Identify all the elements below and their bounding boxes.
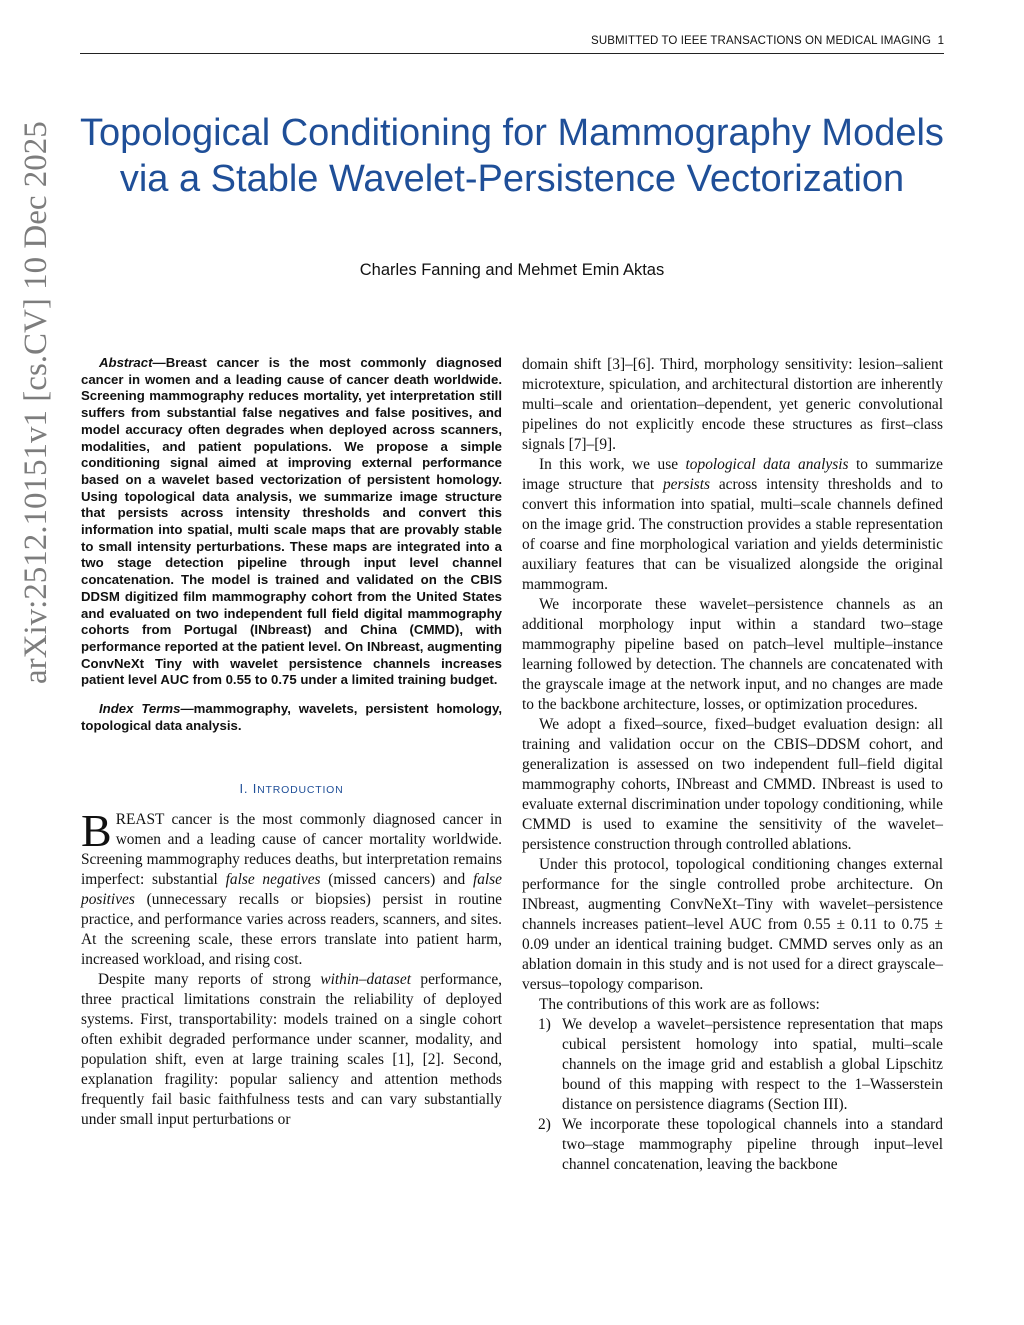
intro-p2-text-a: Despite many reports of strong [98,971,321,989]
list-item-number: 2) [538,1116,551,1133]
left-column [81,355,502,1130]
intro-p1-text-a: REAST cancer is the most commonly diagnosed cancer in women and a leading cause of cancer mortality worldwide. Screening mammography reduces deaths, but interpretation remains imperfect: substantial [81,811,502,889]
intro-paragraph-3 [522,455,943,595]
page-number: 1 [937,35,944,47]
intro-p3-text-a: In this work, we use [539,456,686,473]
intro-paragraph-2 [81,970,502,1130]
drop-cap: B [81,805,112,857]
arxiv-stamp: arXiv:2512.10151v1 [cs.CV] 10 Dec 2025 [18,121,54,684]
abstract-text: Breast cancer is the most commonly diagnosed cancer in women and a leading cause of cancer death worldwide. Screening mammography reduces mortality, yet interpretation still suffers from substantial false negatives and false positives, and model accuracy often degrades when deployed across scanners, modalities, and patient populations. We propose a simple conditioning signal aimed at improving external performance based on a wavelet based vectorization of persistent homology. Using topological data analysis, we summarize image structure that persists across intensity thresholds and convert this information into spatial, multi scale maps that are provably stable to small intensity perturbations. These maps are integrated into a two stage detection pipeline through input level channel concatenation. The model is trained and validated on the CBIS DDSM digitized film mammography cohort from the United States and evaluated on two independent full field digital mammography cohorts from Portugal (INbreast) and China (CMMD), with performance reported at the patient level. On INbreast, augmenting ConvNeXt Tiny with wavelet persistence channels increases patient level AUC from 0.55 to 0.75 under a limited training budget. [81,355,502,688]
intro-p3-emphasis-2: persists [662,476,711,493]
contributions-list [522,1015,943,1175]
intro-p3-text-b: to summarize image structure that [522,456,943,493]
list-item [522,1015,943,1115]
intro-paragraph-7: The contributions of this work are as follows: [539,996,820,1013]
intro-paragraph-1 [81,805,503,970]
paper-title: Topological Conditioning for Mammography Models via a Stable Wavelet-Persistence Vectorization [80,112,944,200]
index-terms-label: Index Terms— [99,701,194,717]
intro-p2-emphasis: within–dataset [320,971,411,989]
intro-p1-text-b: (missed cancers) and [320,871,473,889]
abstract-label: Abstract— [99,355,166,370]
list-item-text: We develop a wavelet–persistence representation that maps cubical persistent homology into spatial, multi–scale channels on the image grid and establish a global Lipschitz bound of this mapping with respect to the 1–Wasserstein distance on persistence diagrams (Section III). [562,1016,943,1113]
list-item-text: We incorporate these topological channels into a standard two–stage mammography pipeline through input–level channel concatenation, leaving the backbone [562,1116,943,1173]
intro-p1-emphasis-2: false positives [81,871,503,909]
running-header: SUBMITTED TO IEEE TRANSACTIONS ON MEDICAL IMAGING [591,35,931,47]
index-terms-text: mammography, wavelets, persistent homology, topological data analysis. [81,701,503,733]
intro-paragraph-6: Under this protocol, topological conditioning changes external performance for the single controlled probe architecture. On INbreast, augmenting ConvNeXt–Tiny with wavelet–persistence channels increases patient–level AUC from 0.55 ± 0.11 to 0.75 ± 0.09 under an identical training budget. CMMD serves only as an ablation domain in this study and is not used for a direct grayscale–versus–topology comparison. [522,856,943,993]
right-column [522,355,943,1175]
intro-p3-emphasis-1: topological data analysis [685,456,849,473]
intro-paragraph-2-continued: domain shift [3]–[6]. Third, morphology sensitivity: lesion–salient microtexture, spiculation, and architectural distortion are inherently multi–scale and orientation–dependent, yet generic convolutional pipelines do not explicitly encode these structures as first–class signals [7]–[9]. [522,356,943,453]
section-heading-rest: NTRODUCTION [257,784,344,797]
intro-paragraph-4: We incorporate these wavelet–persistence channels as an additional morphology input within a standard two–stage mammography pipeline based on patch–level multiple–instance learning followed by detection. The channels are concatenated with the grayscale image at the network input, and no changes are made to the backbone architecture, losses, or optimization procedures. [522,596,943,713]
intro-paragraph-5: We adopt a fixed–source, fixed–budget evaluation design: all training and validation occur on the CBIS–DDSM cohort, and generalization is assessed on two independent full–field digital mammography cohorts, INbreast and CMMD. INbreast is used to evaluate external discrimination under topology conditioning, while CMMD is used to examine the sensitivity of the wavelet–persistence construction through controlled ablations. [522,716,943,853]
section-heading-introduction [81,781,502,796]
section-heading-initial: I [252,781,258,797]
list-item-number: 1) [538,1016,551,1033]
intro-p1-emphasis-1: false negatives [225,871,321,889]
intro-p1-text-c: (unnecessary recalls or biopsies) persist in routine practice, and performance varies across readers, scanners, and sites. At the screening scale, these errors translate into patient harm, increased workload, and rising cost. [81,891,502,969]
author-list: Charles Fanning and Mehmet Emin Aktas [359,261,665,279]
section-numeral: I. [239,781,253,797]
index-terms [81,701,502,734]
header-rule [80,53,944,54]
abstract [81,355,502,689]
intro-p3-text-c: across intensity thresholds and to convert this information into spatial, multi–scale channels defined on the image grid. The construction provides a stable representation of coarse and fine morphological variation and yields deterministic auxiliary features that can be visualized alongside the original mammogram. [522,476,944,593]
list-item [522,1115,943,1175]
intro-p2-text-b: performance, three practical limitations constrain the reliability of deployed systems. First, transportability: models trained on a single cohort often exhibit degraded performance under scanner, modality, and population shift, even at large training scales [1], [2]. Second, explanation fragility: popular saliency and attention methods frequently fail basic faithfulness tests and can vary substantially under small input perturbations or [81,971,503,1129]
